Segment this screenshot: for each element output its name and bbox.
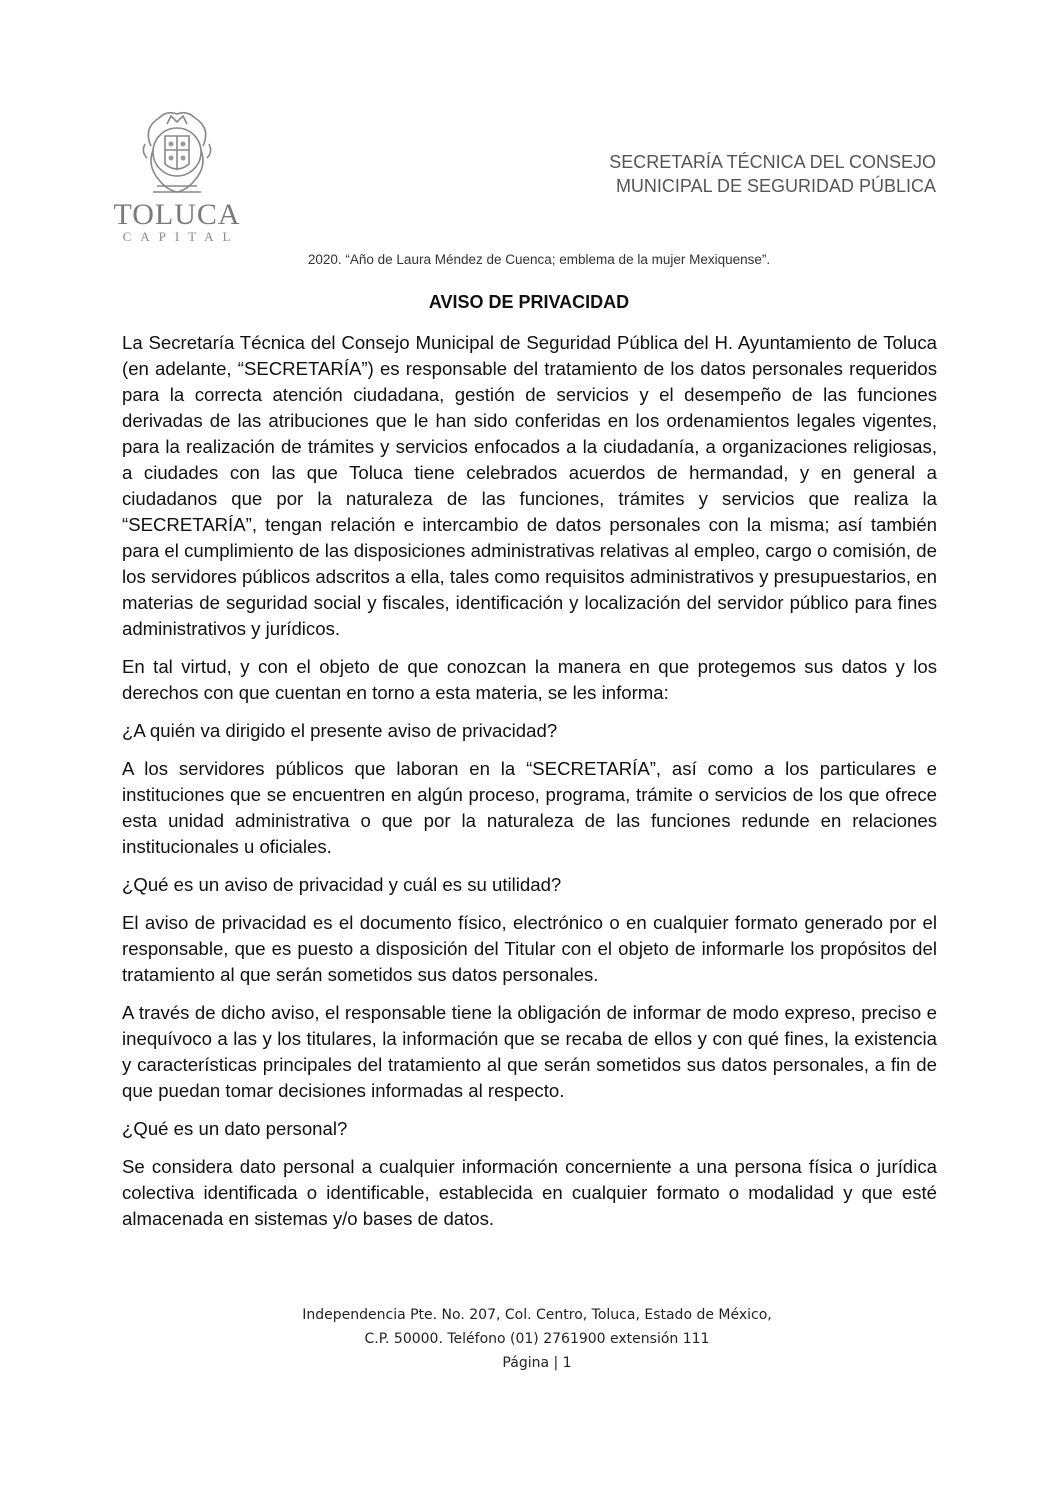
logo-subtitle: CAPITAL — [122, 229, 240, 244]
document-body — [122, 330, 937, 1244]
paragraph-audience: A los servidores públicos que laboran en la “SECRETARÍA”, así como a los particulares e instituciones que se encuentren en algún proceso, programa, trámite o servicios de los que ofrece esta unidad administrativa o que por la naturaleza de las funciones redunde en relaciones institucionales u oficiales. — [122, 758, 937, 857]
page-footer — [0, 1303, 1058, 1375]
department-heading — [609, 150, 936, 198]
footer-address-line-2: C.P. 50000. Teléfono (01) 2761900 extensión 111 — [364, 1331, 710, 1347]
year-motto: 2020. “Año de Laura Méndez de Cuenca; emblema de la mujer Mexiquense”. — [307, 252, 771, 267]
paragraph-personal-data: Se considera dato personal a cualquier información concerniente a una persona física o jurídica colectiva identificada o identificable, establecida en cualquier formato o modalidad y que esté almacenada en sistemas y/o bases de datos. — [122, 1156, 937, 1229]
question-audience: ¿A quién va dirigido el presente aviso de privacidad? — [122, 720, 558, 741]
paragraph-obligation: A través de dicho aviso, el responsable tiene la obligación de informar de modo expreso, preciso e inequívoco a las y los titulares, la información que se recaba de ellos y con qué fines, la existencia y características principales del tratamiento al que serán sometidos sus datos personales, a fin de que puedan tomar decisiones informadas al respecto. — [122, 1002, 937, 1101]
document-title: AVISO DE PRIVACIDAD — [428, 292, 630, 312]
footer-address-line-1: Independencia Pte. No. 207, Col. Centro, Toluca, Estado de México, — [302, 1307, 772, 1323]
toluca-logo — [104, 106, 250, 244]
toluca-crest-icon — [137, 106, 217, 198]
paragraph-intro: La Secretaría Técnica del Consejo Municipal de Seguridad Pública del H. Ayuntamiento de Toluca (en adelante, “SECRETARÍA”) es responsable del tratamiento de los datos personales requeridos para la correcta atención ciudadana, gestión de servicios y el desempeño de las funciones derivadas de las atribuciones que le han sido conferidas en los ordenamientos legales vigentes, para la realización de trámites y servicios enfocados a la ciudadanía, a organizaciones religiosas, a ciudades con las que Toluca tiene celebrados acuerdos de hermandad, y en general a ciudadanos que por la naturaleza de las funciones, trámites y servicios que realiza la “SECRETARÍA”, tengan relación e intercambio de datos personales con la misma; así también para el cumplimiento de las disposiciones administrativas relativas al empleo, cargo o comisión, de los servidores públicos adscritos a ella, tales como requisitos administrativos y presupuestarios, en materias de seguridad social y fiscales, identificación y localización del servidor público para fines administrativos y jurídicos. — [122, 332, 937, 639]
logo-wordmark: TOLUCA — [113, 198, 241, 231]
question-definition: ¿Qué es un aviso de privacidad y cuál es su utilidad? — [122, 874, 562, 895]
department-line-2: MUNICIPAL DE SEGURIDAD PÚBLICA — [615, 176, 936, 196]
question-personal-data: ¿Qué es un dato personal? — [122, 1118, 348, 1139]
department-line-1: SECRETARÍA TÉCNICA DEL CONSEJO — [609, 152, 936, 172]
page-number: Página | 1 — [502, 1355, 572, 1371]
paragraph-purpose: En tal virtud, y con el objeto de que conozcan la manera en que protegemos sus datos y los derechos con que cuentan en torno a esta materia, se les informa: — [122, 656, 937, 703]
paragraph-definition: El aviso de privacidad es el documento físico, electrónico o en cualquier formato generado por el responsable, que es puesto a disposición del Titular con el objeto de informarle los propósitos del tratamiento al que serán sometidos sus datos personales. — [122, 912, 937, 985]
